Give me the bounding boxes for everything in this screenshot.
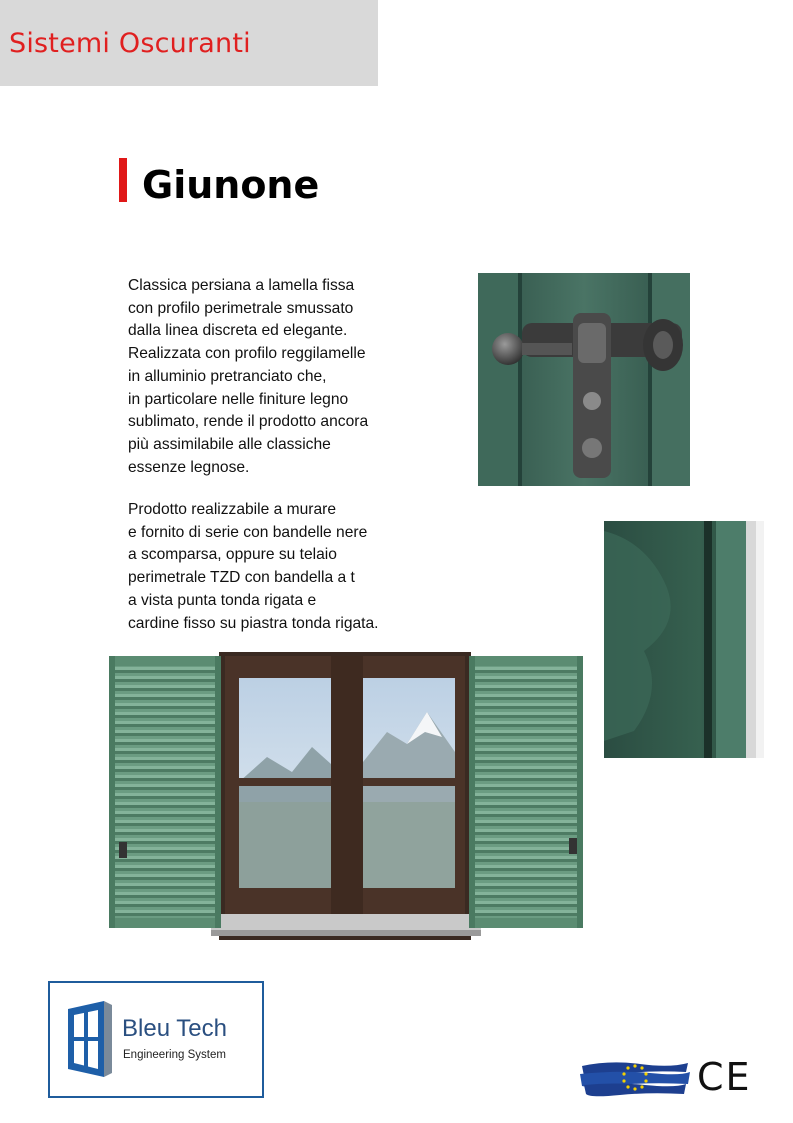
logo-tagline: Engineering System xyxy=(123,1049,226,1061)
title-accent-bar xyxy=(119,158,127,202)
eu-flag-icon xyxy=(580,1058,690,1103)
product-title: Giunone xyxy=(142,163,320,207)
description-paragraph-1: Classica persiana a lamella fissa con profilo perimetrale smussato dalla linea discreta ed elegante. Realizzata con profilo reggilamelle in alluminio pretranciato che, in particolare nelle finiture legno sublimato, rende il prodotto ancora più assimilabile alle classiche essenze legnose. xyxy=(128,277,369,476)
logo-name: Bleu Tech xyxy=(122,1015,227,1042)
window-shutters-photo xyxy=(107,652,587,940)
profile-detail-photo xyxy=(604,521,764,758)
bleu-tech-logo xyxy=(48,981,264,1098)
latch-detail-photo xyxy=(478,273,690,486)
window-logo-icon xyxy=(64,999,114,1084)
ce-mark: CE xyxy=(697,1055,752,1099)
header-title: Sistemi Oscuranti xyxy=(9,28,251,59)
description-paragraph-2: Prodotto realizzabile a murare e fornito di serie con bandelle nere a scomparsa, oppure su telaio perimetrale TZD con bandella a t a vista punta tonda rigata e cardine fisso su piastra tonda rigata. xyxy=(128,501,379,632)
